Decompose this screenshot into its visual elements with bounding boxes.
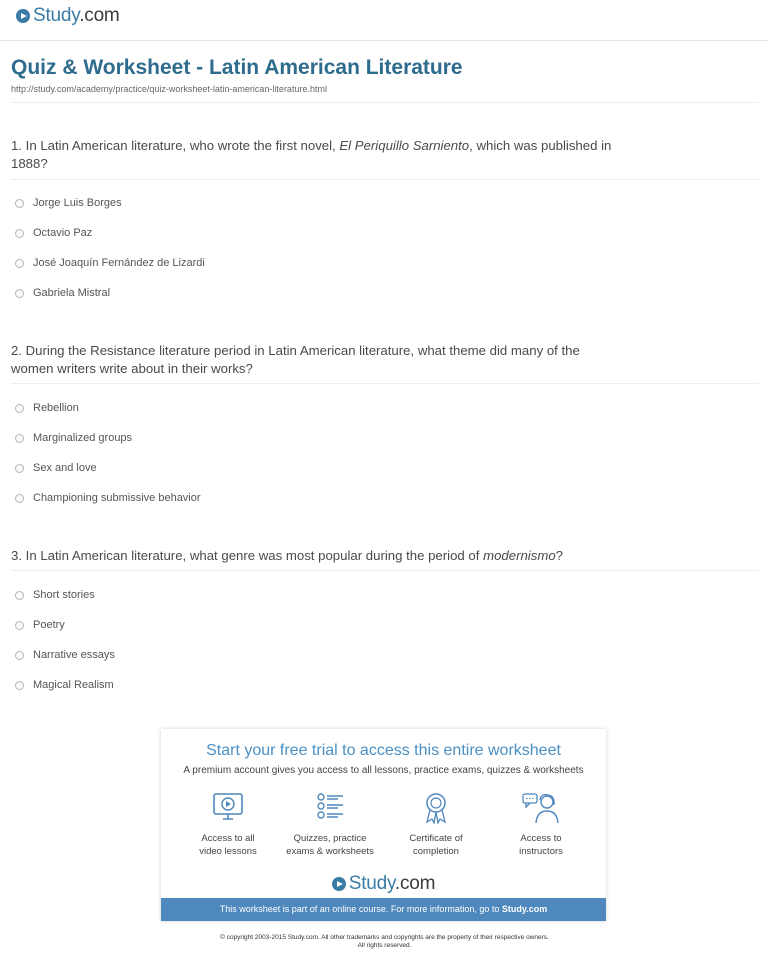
feature-certificate [381, 792, 491, 858]
q1-option-d[interactable]: Gabriela Mistral [15, 287, 110, 299]
question-divider [11, 383, 759, 384]
q3-option-a[interactable]: Short stories [15, 589, 95, 601]
feature-label-line2: exams & worksheets [286, 846, 374, 857]
radio-icon[interactable] [15, 259, 24, 268]
q2-option-b[interactable]: Marginalized groups [15, 432, 132, 444]
study-link[interactable]: Study.com [501, 904, 548, 914]
question-divider [11, 179, 759, 180]
header-divider [0, 40, 769, 41]
question-divider [11, 570, 759, 571]
radio-icon[interactable] [15, 591, 24, 600]
feature-instructors [486, 792, 596, 858]
quiz-list-icon [313, 792, 347, 824]
radio-icon[interactable] [15, 494, 24, 503]
promo-title[interactable]: Start your free trial to access this entire worksheet [206, 742, 561, 759]
play-logo-icon [332, 877, 346, 891]
copyright-footer: © copyright 2003-2015 Study.com. All other trademarks and copyrights are the property of their respective owners. All rights reserved. [220, 934, 549, 949]
radio-icon[interactable] [15, 289, 24, 298]
video-lesson-icon [211, 792, 245, 824]
q3-option-d[interactable]: Magical Realism [15, 679, 114, 691]
feature-label-line2: video lessons [199, 846, 257, 857]
radio-icon[interactable] [15, 229, 24, 238]
radio-icon[interactable] [15, 199, 24, 208]
feature-label-line1: Quizzes, practice [293, 833, 367, 844]
feature-label-line1: Access to [520, 833, 562, 844]
instructor-icon [521, 792, 561, 824]
promo-subtitle: A premium account gives you access to all lessons, practice exams, quizzes & worksheets [183, 765, 584, 776]
radio-icon[interactable] [15, 651, 24, 660]
question-3: 3. In Latin American literature, what genre was most popular during the period of modernismo? [11, 548, 563, 563]
feature-label-line2: completion [413, 846, 459, 857]
logo-text: Study.com [33, 5, 120, 26]
q2-option-a[interactable]: Rebellion [15, 402, 79, 414]
q3-option-c[interactable]: Narrative essays [15, 649, 115, 661]
radio-icon[interactable] [15, 464, 24, 473]
promo-study-logo[interactable] [161, 873, 606, 895]
q1-option-a[interactable]: Jorge Luis Borges [15, 197, 122, 209]
q2-option-d[interactable]: Championing submissive behavior [15, 492, 201, 504]
feature-quizzes [275, 792, 385, 858]
feature-label-line1: Certificate of [409, 833, 463, 844]
feature-video-lessons [173, 792, 283, 858]
study-logo[interactable] [16, 5, 120, 27]
q1-option-c[interactable]: José Joaquín Fernández de Lizardi [15, 257, 205, 269]
feature-label-line2: instructors [519, 846, 563, 857]
radio-icon[interactable] [15, 621, 24, 630]
question-1: 1. In Latin American literature, who wrote the first novel, El Periquillo Sarniento, which was published in 1888? [11, 138, 612, 171]
radio-icon[interactable] [15, 434, 24, 443]
promo-logo-text: Study.com [348, 873, 436, 894]
page-title: Quiz & Worksheet - Latin American Literature [11, 56, 463, 79]
q2-option-c[interactable]: Sex and love [15, 462, 97, 474]
q3-option-b[interactable]: Poetry [15, 619, 65, 631]
radio-icon[interactable] [15, 404, 24, 413]
radio-icon[interactable] [15, 681, 24, 690]
title-divider [11, 102, 759, 103]
q1-option-b[interactable]: Octavio Paz [15, 227, 92, 239]
certificate-icon [419, 792, 453, 824]
course-info-bar[interactable]: This worksheet is part of an online course. For more information, go to Study.com [161, 898, 606, 921]
free-trial-promo [161, 729, 606, 921]
play-logo-icon [16, 9, 30, 23]
page-url: http://study.com/academy/practice/quiz-worksheet-latin-american-literature.html [11, 84, 327, 94]
feature-label-line1: Access to all [201, 833, 255, 844]
question-2: 2. During the Resistance literature period in Latin American literature, what theme did many of the women writers write about in their works? [11, 343, 580, 376]
